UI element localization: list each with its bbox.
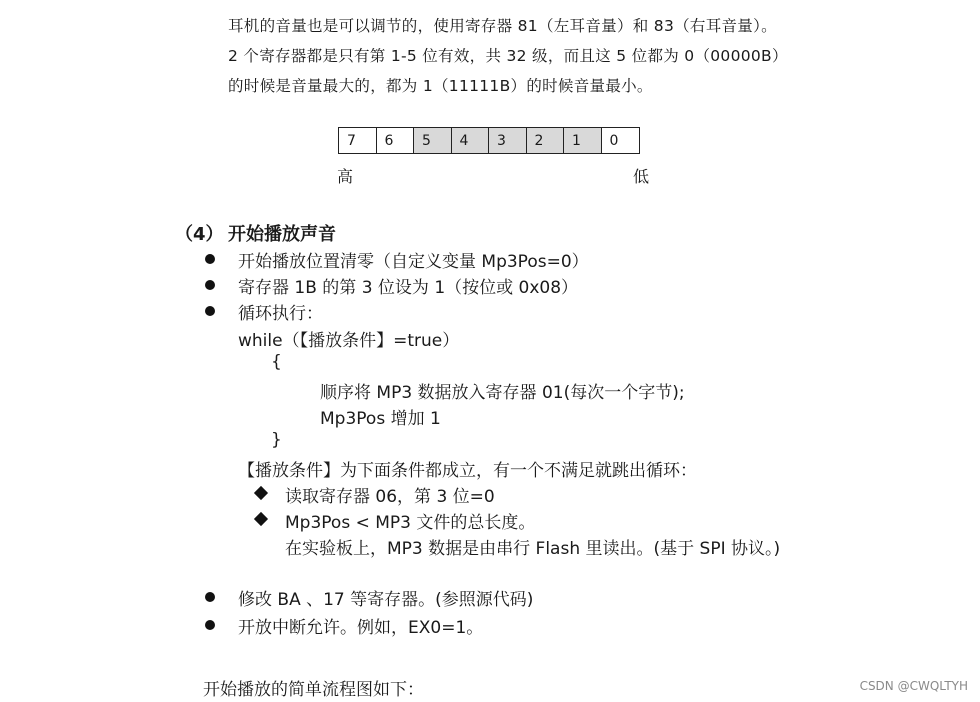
section-heading: 开始播放声音 (228, 224, 336, 245)
intro-line-1: 耳机的音量也是可以调节的，使用寄存器 81（左耳音量）和 83（右耳音量）。 (228, 17, 777, 35)
bullet-dot (205, 280, 215, 290)
code-brace-open: { (271, 352, 282, 372)
bit-cell-4: 4 (452, 128, 490, 153)
diamond-bullet (254, 486, 268, 500)
low-bit-label: 低 (633, 167, 650, 186)
bullet-dot (205, 592, 215, 602)
bit-cell-1: 1 (564, 128, 602, 153)
bullet-dot (205, 620, 215, 630)
bit-cell-2: 2 (527, 128, 565, 153)
intro-line-2: 2 个寄存器都是只有第 1-5 位有效，共 32 级，而且这 5 位都为 0（00000B） (228, 47, 788, 65)
bullet-dot (205, 306, 215, 316)
bullet-reset-position: 开始播放位置清零（自定义变量 Mp3Pos=0） (238, 252, 589, 272)
diamond-bullet (254, 512, 268, 526)
bullet-modify-registers: 修改 BA 、17 等寄存器。(参照源代码) (238, 590, 534, 610)
condition-2: Mp3Pos < MP3 文件的总长度。 (285, 513, 536, 533)
bit-cell-6: 6 (377, 128, 415, 153)
bullet-dot (205, 254, 215, 264)
condition-1: 读取寄存器 06，第 3 位=0 (285, 487, 495, 507)
code-brace-close: } (271, 430, 282, 450)
condition-2-note: 在实验板上，MP3 数据是由串行 Flash 里读出。(基于 SPI 协议。) (285, 539, 781, 559)
section-number: （4） (175, 224, 224, 245)
code-line-1: 顺序将 MP3 数据放入寄存器 01(每次一个字节); (320, 383, 685, 403)
register-bit-table (338, 127, 640, 154)
bullet-loop: 循环执行： (238, 304, 323, 324)
high-bit-label: 高 (337, 167, 354, 186)
bullet-set-register-bit: 寄存器 1B 的第 3 位设为 1（按位或 0x08） (238, 278, 579, 298)
watermark: CSDN @CWQLTYH (859, 679, 968, 693)
bit-cell-0: 0 (609, 132, 619, 149)
while-statement: while（【播放条件】=true） (238, 331, 460, 351)
bit-cell-7: 7 (339, 128, 377, 153)
flowchart-intro: 开始播放的简单流程图如下： (203, 680, 424, 700)
code-line-2: Mp3Pos 增加 1 (320, 409, 441, 429)
bit-cell-3: 3 (489, 128, 527, 153)
bullet-enable-interrupt: 开放中断允许。例如，EX0=1。 (238, 618, 484, 638)
bit-cell-5: 5 (414, 128, 452, 153)
condition-intro: 【播放条件】为下面条件都成立，有一个不满足就跳出循环： (238, 461, 697, 481)
intro-line-3: 的时候是音量最大的，都为 1（11111B）的时候音量最小。 (228, 77, 653, 95)
